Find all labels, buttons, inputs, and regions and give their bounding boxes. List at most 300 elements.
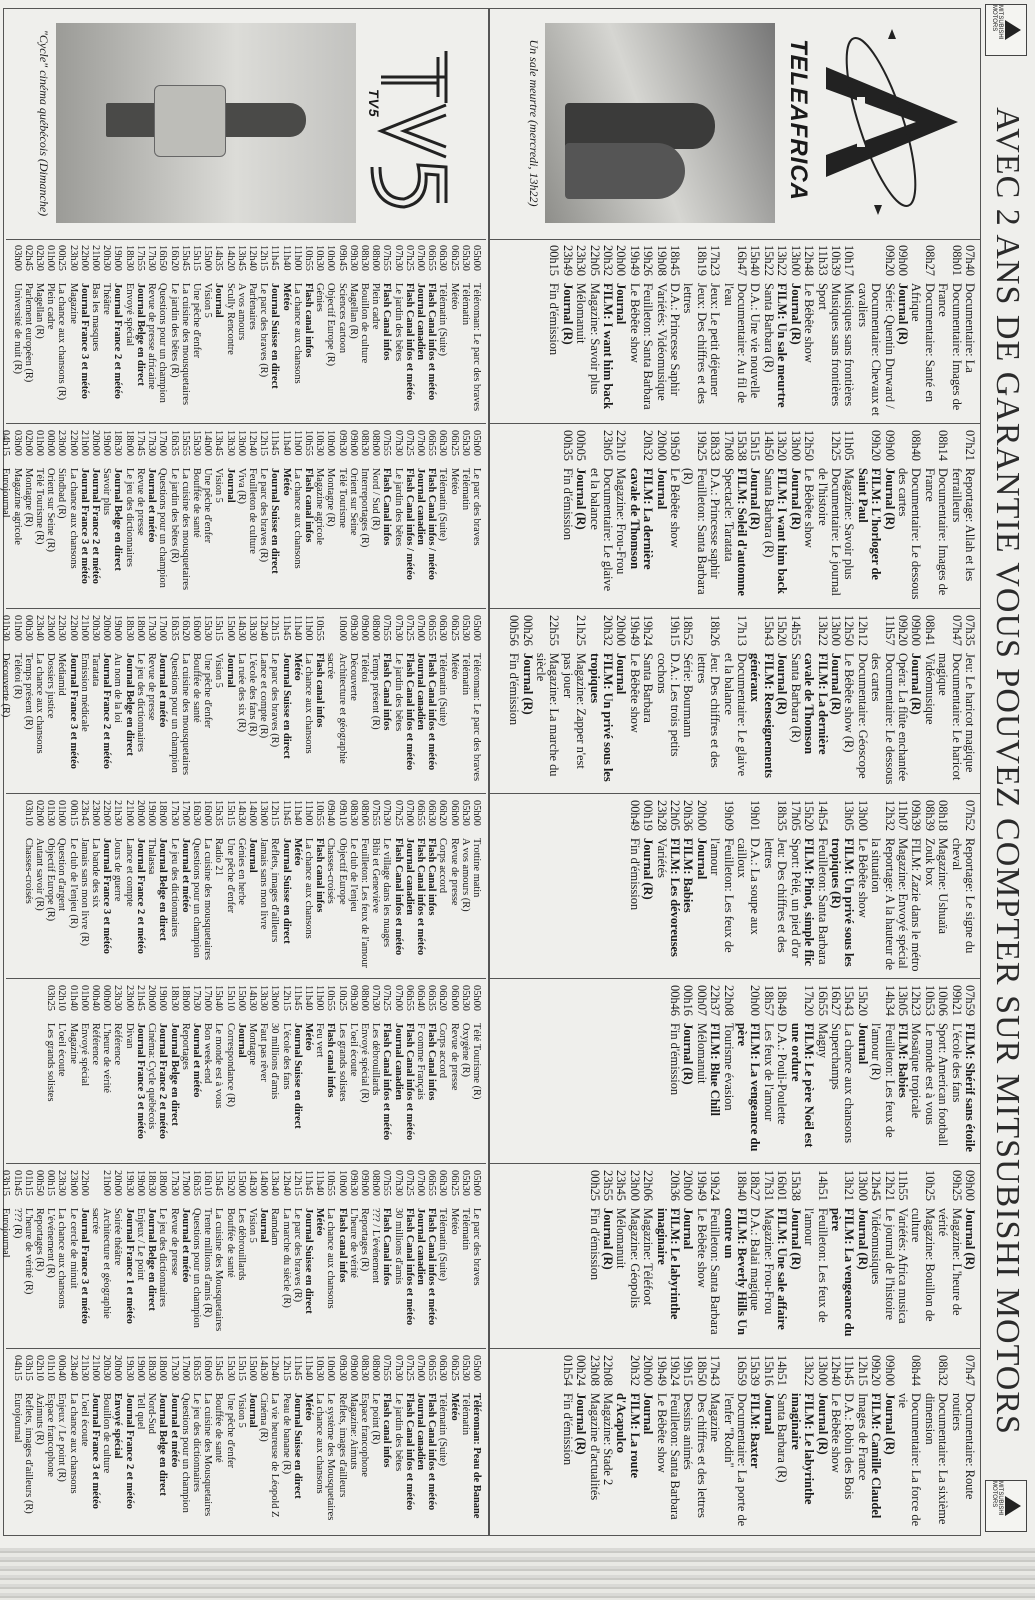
program-entry xyxy=(202,430,213,602)
program-title: Corps accord xyxy=(437,1023,449,1079)
program-time: 12h15 xyxy=(280,1355,292,1381)
program-entry xyxy=(79,245,90,417)
program-title: Vision 5 xyxy=(235,1393,247,1428)
program-entry xyxy=(191,1170,202,1342)
program-time: 06h55 xyxy=(426,1355,438,1381)
program-time: 13h45 xyxy=(235,245,247,271)
program-title: Bon week-end xyxy=(202,1023,214,1084)
program-time: 12h40 xyxy=(828,1355,843,1386)
program-entry xyxy=(124,985,135,1157)
program-title: Journal canadien xyxy=(414,653,426,731)
program-time: 07h25 xyxy=(403,615,415,641)
program-time: 18h00 xyxy=(123,430,135,456)
program-time: 10h39 xyxy=(828,245,843,276)
program-time: 01h00 xyxy=(78,985,90,1011)
program-entry xyxy=(370,800,381,972)
program-title: Feuilleton: Santa Barbara xyxy=(708,1208,723,1335)
program-entry xyxy=(775,985,788,1157)
program-entry xyxy=(303,800,314,972)
program-entry xyxy=(829,800,856,972)
program-entry xyxy=(882,1355,895,1529)
program-time: 10h25 xyxy=(922,1170,937,1201)
program-time: 13h30 xyxy=(224,430,236,456)
program-time: 06h30 xyxy=(437,1170,449,1196)
program-title: Découverte (R) xyxy=(0,653,12,718)
program-entry xyxy=(280,1355,291,1529)
program-title: Le jardin des bêtes xyxy=(392,283,404,362)
program-time: 12h45 xyxy=(869,1170,884,1201)
program-entry xyxy=(762,800,789,972)
program-time: 07h30 xyxy=(392,245,404,271)
program-time: 21h45 xyxy=(134,985,146,1011)
program-entry xyxy=(112,615,123,787)
program-title: Les débrouillards xyxy=(370,1023,382,1096)
program-title: Journal Suisse en direct xyxy=(302,1208,314,1314)
program-time: 23h40 xyxy=(67,1355,79,1381)
program-time: 06h55 xyxy=(426,615,438,641)
tv5-logo-icon xyxy=(366,43,466,213)
program-entry xyxy=(336,985,347,1157)
program-title: FILM: Soleil d'automne xyxy=(735,468,750,597)
program-time: 15h38 xyxy=(735,430,750,461)
program-time: 15h45 xyxy=(179,245,191,271)
program-entry xyxy=(855,985,868,1157)
program-title: Journal Suisse en direct xyxy=(280,838,292,944)
program-title: Génies en herbe xyxy=(235,838,247,905)
program-title: Lance et compte (R) xyxy=(258,653,270,739)
program-entry xyxy=(213,1355,224,1529)
program-entry xyxy=(788,615,801,787)
program-title: Magazine: Savoir plus xyxy=(842,468,857,580)
program-title: Temps présent (R) xyxy=(370,653,382,730)
program-entry xyxy=(258,985,269,1157)
program-title: Fin d'émission xyxy=(668,1023,683,1096)
program-time: 19h24 xyxy=(708,1170,723,1201)
program-title: Viva (R) xyxy=(235,468,247,505)
program-time: 00h05 xyxy=(574,430,589,461)
program-entry xyxy=(79,985,90,1157)
program-entry xyxy=(135,615,146,787)
program-title: Météo xyxy=(280,283,292,311)
tv5-day-5 xyxy=(6,979,486,1164)
program-title: Documentaire: Images de France xyxy=(922,468,951,596)
program-entry xyxy=(191,985,202,1157)
program-title: Autant savoir (R) xyxy=(34,838,46,911)
program-title: D.A.: La soupe aux cailloux xyxy=(735,838,763,935)
program-title: La cuisine des Mousquetaires xyxy=(202,1393,214,1517)
program-time: 09h30 xyxy=(347,985,359,1011)
program-time: 19h49 xyxy=(627,615,642,646)
program-title: Journal canadien xyxy=(414,1393,426,1471)
program-time: 22h10 xyxy=(614,430,629,461)
program-entry xyxy=(348,1170,359,1342)
program-entry xyxy=(788,1170,801,1342)
program-title: La chance aux chansons xyxy=(302,653,314,754)
program-title: Journal xyxy=(694,838,709,880)
program-title: Bas les masques xyxy=(90,283,102,352)
tv5-wordmark: TV5 xyxy=(366,89,382,118)
teleafrica-photo-caption: Un sale meurtre (mercredi, 13h22) xyxy=(527,39,541,207)
program-title: Tell quel xyxy=(134,1393,146,1430)
program-title: Flash canal infos xyxy=(381,1393,393,1468)
program-title: Flash Canal infos et météo xyxy=(403,283,415,401)
program-title: Le Bébête show xyxy=(654,1393,669,1473)
program-entry xyxy=(303,245,314,417)
program-title: Questions pour un champion xyxy=(157,283,169,403)
program-entry xyxy=(168,1170,179,1342)
program-title: Journal et météo xyxy=(179,1208,191,1283)
program-entry xyxy=(303,985,314,1157)
program-entry xyxy=(601,245,614,417)
program-title: Référence xyxy=(112,1023,124,1066)
program-title: Journal et météo xyxy=(157,653,169,728)
program-time: 13h00 xyxy=(855,800,870,831)
program-time: 18h26 xyxy=(708,615,723,646)
program-time: 06h40 xyxy=(414,985,426,1011)
program-title: Le parc des braves (R) xyxy=(258,283,270,378)
program-time: 15h40 xyxy=(213,985,225,1011)
program-title: L'oeil écoute xyxy=(347,1023,359,1077)
program-entry xyxy=(56,245,67,417)
program-time: 05h00 xyxy=(471,245,482,271)
program-time: 07h30 xyxy=(370,985,382,1011)
program-title: Le Bébête show xyxy=(694,1208,709,1288)
program-time: 10h55 xyxy=(325,985,337,1011)
program-time: 20h00 xyxy=(681,1170,696,1201)
program-title: Journal (R) xyxy=(882,468,897,530)
program-entry xyxy=(90,1355,101,1529)
program-entry xyxy=(949,430,976,602)
program-title: Télématin xyxy=(459,1208,471,1251)
program-time: 18h00 xyxy=(157,1170,169,1196)
program-time: 06h20 xyxy=(437,800,449,826)
program-title: Dossiers justice xyxy=(45,653,57,719)
program-title: Nord / Sud (R) xyxy=(370,468,382,531)
program-time: 07h25 xyxy=(403,1170,415,1196)
program-time: 10h00 xyxy=(325,245,337,271)
program-time: 11h00 xyxy=(302,800,314,826)
program-title: FILM: Beverly Hills Un contre un xyxy=(721,1208,750,1335)
program-time: 08h00 xyxy=(370,1170,382,1196)
program-title: Flash Canal infos et météo xyxy=(426,283,438,401)
program-title: Magazine: Frou-Frou xyxy=(614,468,629,575)
program-entry xyxy=(23,800,34,972)
program-entry xyxy=(236,1170,247,1342)
program-title: Journal xyxy=(855,1023,870,1065)
program-entry xyxy=(90,615,101,787)
program-entry xyxy=(762,985,775,1157)
program-time: 00h56 xyxy=(507,615,522,646)
program-title: Le Bébête show xyxy=(802,283,817,363)
program-time: 10h00 xyxy=(336,615,348,641)
program-title: L'école des fans (R) xyxy=(246,653,258,736)
program-entry xyxy=(560,430,573,602)
program-entry xyxy=(325,430,336,602)
teleafrica-logo-icon xyxy=(816,27,966,217)
program-time: 11h45 xyxy=(302,1170,314,1196)
program-title: La cuisine des mousquetaires xyxy=(179,468,191,591)
program-time: 16h35 xyxy=(190,1170,202,1196)
program-entry xyxy=(0,430,11,602)
program-time: 06h35 xyxy=(426,985,438,1011)
program-title: Journal canadien xyxy=(414,1208,426,1286)
program-time: 07h30 xyxy=(381,800,393,826)
program-title: Le club de l'enjeu xyxy=(347,838,359,912)
program-title: Flash canal infos xyxy=(302,283,314,358)
program-entry xyxy=(694,1355,707,1529)
program-entry xyxy=(202,615,213,787)
program-title: La cuisine des mousquetaires xyxy=(202,838,214,961)
program-entry xyxy=(855,1355,868,1529)
program-entry xyxy=(280,985,291,1157)
program-time: 01h40 xyxy=(67,985,79,1011)
program-title: FILM: La route d'Acapulco xyxy=(614,1393,642,1479)
program-entry xyxy=(922,430,949,602)
program-title: Le journal de l'histoire xyxy=(882,1208,897,1320)
program-entry xyxy=(842,985,855,1157)
program-time: 23h00 xyxy=(627,1170,642,1201)
program-entry xyxy=(45,985,56,1157)
tv5-film-photo xyxy=(56,23,356,223)
program-time: 07h30 xyxy=(392,1355,404,1381)
program-time: 15h15 xyxy=(748,430,763,461)
program-title: Cinéma: Cycle québécois xyxy=(146,1023,158,1130)
program-entry xyxy=(280,800,291,972)
program-title: Magazine: Zapper n'est pas jouer xyxy=(560,653,589,769)
program-title: Documentaire: La porte de l'enfer "Rodin" xyxy=(721,1393,750,1527)
program-entry xyxy=(775,430,788,602)
program-time: 09h30 xyxy=(336,1355,348,1381)
program-entry xyxy=(855,430,882,602)
logo-text-right: MITSUBISHI MOTORS xyxy=(991,1481,1003,1516)
program-title: La cuisine des mousquetaires xyxy=(179,653,191,776)
program-time: 13h21 xyxy=(842,1170,857,1201)
program-time: 07h00 xyxy=(403,800,415,826)
program-entry xyxy=(180,245,191,417)
program-title: Météo xyxy=(448,283,460,310)
program-title: Journal Belge en direct xyxy=(134,283,146,386)
program-entry xyxy=(168,1355,179,1529)
program-title: Découverte xyxy=(347,653,359,701)
program-title: Nord-Sud xyxy=(146,1393,158,1434)
program-time: 19h01 xyxy=(748,800,763,831)
program-title: Journal (R) xyxy=(775,653,790,715)
program-time: 14h51 xyxy=(775,1355,790,1386)
program-time: 12h32 xyxy=(882,800,897,831)
program-entry xyxy=(815,1355,828,1529)
program-time: 03h10 xyxy=(22,800,34,826)
program-time: 01h00 xyxy=(45,245,57,271)
program-title: Mosaïque tropicale xyxy=(909,1023,924,1119)
program-title: Le jeu des dictionnaires xyxy=(168,838,180,937)
program-entry xyxy=(236,985,247,1157)
program-time: 10h06 xyxy=(936,985,951,1016)
program-title: Journal xyxy=(213,283,225,318)
program-time: 08h14 xyxy=(936,430,951,461)
program-title: Magazine: Aimuts xyxy=(347,1393,359,1470)
program-entry xyxy=(815,985,828,1157)
program-entry xyxy=(269,245,280,417)
program-title: Superchamps xyxy=(828,1023,843,1090)
program-entry xyxy=(936,800,949,972)
program-entry xyxy=(829,245,842,417)
program-title: Journal (R) xyxy=(681,1023,696,1085)
program-title: Mélomanuit xyxy=(694,1023,709,1084)
program-title: Temps présent (R) xyxy=(22,653,34,730)
program-title: Santa Barbara (R) xyxy=(761,468,776,558)
program-time: 06h25 xyxy=(448,430,460,456)
program-title: Journal Suisse en direct xyxy=(269,283,281,389)
program-title: Journal xyxy=(224,653,236,688)
program-entry xyxy=(213,245,224,417)
program-title: Eurojournal xyxy=(0,468,12,518)
program-time: 00h16 xyxy=(681,985,696,1016)
program-title: Journal France 2 et météo xyxy=(134,838,146,954)
program-entry xyxy=(348,800,359,972)
program-time: 17h00 xyxy=(179,800,191,826)
program-title: Journal Suisse en direct xyxy=(291,1023,303,1129)
program-time: 07h25 xyxy=(403,1355,415,1381)
program-title: Magazine: Géopolis xyxy=(627,1208,642,1309)
program-time: 19h49 xyxy=(627,245,642,276)
program-title: Télé Tourisme (R) xyxy=(471,1023,482,1100)
program-time: 20h00 xyxy=(112,1355,124,1381)
program-time: 19h26 xyxy=(641,245,656,276)
program-entry xyxy=(547,245,560,417)
program-title: La ruée des six (R) xyxy=(235,653,247,733)
program-time: 15h22 xyxy=(761,245,776,276)
program-entry xyxy=(694,1170,707,1342)
program-entry xyxy=(721,1170,748,1342)
program-title: Flash canal infos xyxy=(336,1208,348,1283)
program-entry xyxy=(258,1170,269,1342)
teleafrica-day-2 xyxy=(490,424,980,609)
program-title: Documentaire: Images de France xyxy=(936,283,964,411)
program-title: Télématin xyxy=(459,468,471,511)
program-entry xyxy=(34,1170,45,1342)
program-time: 12h15 xyxy=(258,430,270,456)
program-time: 17h00 xyxy=(202,985,214,1011)
program-entry xyxy=(802,1170,829,1342)
program-time: 23h05 xyxy=(601,430,616,461)
program-entry xyxy=(101,985,112,1157)
program-title: Reflets, images d'ailleurs (R) xyxy=(22,1393,34,1514)
program-title: FILM: Les dévoreuses xyxy=(668,838,683,957)
program-entry xyxy=(721,1355,748,1529)
program-entry xyxy=(314,1170,325,1342)
program-entry xyxy=(112,985,123,1157)
program-time: 05h30 xyxy=(459,985,471,1011)
teleafrica-day-1 xyxy=(490,239,980,424)
program-time: 19h50 xyxy=(668,430,683,461)
program-time: 12h15 xyxy=(269,800,281,826)
program-time: 23h30 xyxy=(56,1170,68,1196)
program-title: Espace francophone xyxy=(45,1393,57,1477)
program-title: Magazine: Bouillon de culture xyxy=(909,1208,937,1322)
program-title: Reportage: A la hauteur de la situation xyxy=(869,838,897,971)
program-entry xyxy=(627,430,654,602)
program-title: Zouk box xyxy=(922,838,937,886)
program-entry xyxy=(842,245,855,417)
program-entry xyxy=(681,430,708,602)
program-title: Journal et météo xyxy=(179,838,191,913)
program-entry xyxy=(614,245,627,417)
program-title: Chasses-croisés xyxy=(22,838,34,904)
program-time: 12h50 xyxy=(802,430,817,461)
program-title: Flash Canal infos xyxy=(381,283,393,361)
program-title: Flash Canal infos et météo xyxy=(403,1393,415,1511)
program-time: 14h55 xyxy=(788,615,803,646)
program-entry xyxy=(168,430,179,602)
program-entry xyxy=(471,800,482,972)
program-title: Envoyé spécial (R) xyxy=(358,1023,370,1103)
program-title: Journal (R) xyxy=(560,283,575,345)
program-time: 23h00 xyxy=(90,800,102,826)
program-title: Le jeu des dictionnaires xyxy=(123,468,135,567)
program-entry xyxy=(708,800,735,972)
program-time: 22h55 xyxy=(547,615,562,646)
program-title: La chance aux chansons xyxy=(67,468,79,569)
program-entry xyxy=(90,800,101,972)
program-title: Télématin (Suite) xyxy=(437,468,449,541)
program-title: Au nom de la loi xyxy=(112,653,124,723)
program-title: Magazine d'actualités xyxy=(587,1393,602,1501)
program-time: 22h00 xyxy=(67,430,79,456)
program-title: Journal canadien xyxy=(392,1023,404,1101)
program-entry xyxy=(949,1355,976,1529)
program-time: 15h20 xyxy=(855,985,870,1016)
program-entry xyxy=(668,430,681,602)
program-time: 06h55 xyxy=(426,1170,438,1196)
program-title: Santa Barbara xyxy=(641,653,656,723)
program-entry xyxy=(762,430,775,602)
program-entry xyxy=(269,1170,280,1342)
program-time: 09h30 xyxy=(347,245,359,271)
program-time: 15h15 xyxy=(190,245,202,271)
program-time: 23h08 xyxy=(587,1355,602,1386)
program-title: Documentaire: Le glaive et la balance xyxy=(721,653,750,777)
program-time: 01h00 xyxy=(56,800,68,826)
program-entry xyxy=(23,1170,34,1342)
program-title: Journal France 3 et météo xyxy=(101,838,113,954)
program-entry xyxy=(775,615,788,787)
program-entry xyxy=(963,245,976,417)
program-entry xyxy=(775,1170,788,1342)
program-title: Documentaire: Le haricot magique xyxy=(936,653,964,781)
program-entry xyxy=(79,1170,90,1342)
program-title: Journal canadien xyxy=(414,468,426,546)
program-entry xyxy=(601,1170,614,1342)
program-title: Le Bébête show xyxy=(627,653,642,733)
program-title: Jeu: Des chiffres et des lettres xyxy=(694,653,723,768)
program-time: 23h28 xyxy=(654,800,669,831)
program-title: Espace francophone xyxy=(358,1393,370,1477)
program-time: 17h30 xyxy=(190,985,202,1011)
program-entry xyxy=(180,800,191,972)
program-entry xyxy=(67,1355,78,1529)
program-entry xyxy=(112,1355,123,1529)
program-time: 16h35 xyxy=(190,1355,202,1381)
program-time: 09h25 xyxy=(949,1170,964,1201)
program-time: 09h20 xyxy=(869,1355,884,1386)
program-entry xyxy=(202,1355,213,1529)
program-time: 11h00 xyxy=(302,615,314,641)
program-entry xyxy=(922,800,935,972)
program-entry xyxy=(815,800,828,972)
program-title: Mélomanuit xyxy=(574,283,589,344)
program-title: D.A.: Princesse Saphir xyxy=(668,283,683,396)
program-time: 20h00 xyxy=(641,1355,656,1386)
